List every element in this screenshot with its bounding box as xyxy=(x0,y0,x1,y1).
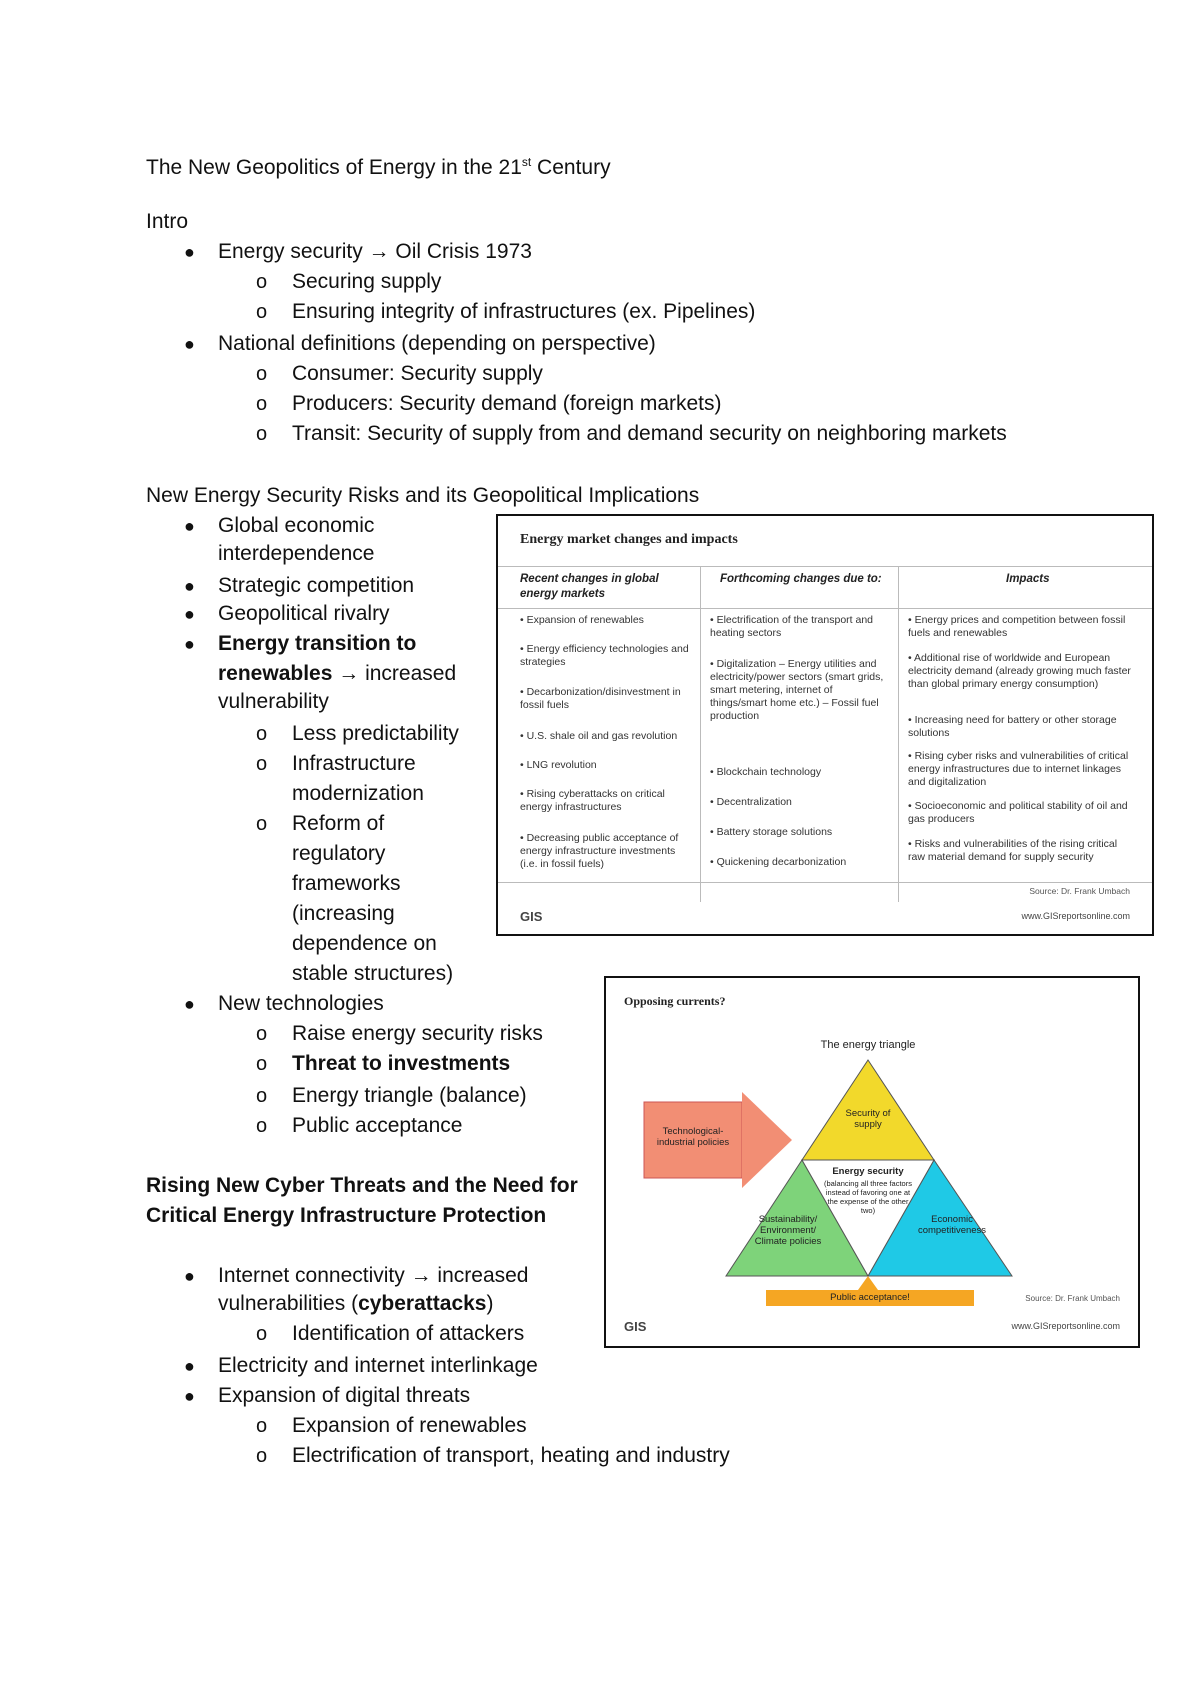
triangle-title: The energy triangle xyxy=(820,1039,916,1051)
figure-footer xyxy=(624,1318,1120,1338)
risks-heading: New Energy Security Risks and its Geopolitical Implications xyxy=(146,484,700,507)
risks-sub-3f: stable structures) xyxy=(292,962,454,985)
table-cell: • Quickening decarbonization xyxy=(710,856,847,868)
sustainability-label: Sustainability/ Environment/ Climate policies xyxy=(754,1214,822,1247)
gis-logo: GIS xyxy=(624,1319,647,1334)
risks-bullet-3: Geopolitical rivalry xyxy=(218,602,390,625)
text-fragment: ) xyxy=(486,1292,494,1315)
table-cell: • Risks and vulnerabilities of the rising critical raw material demand for supply security xyxy=(908,838,1118,863)
gis-logo: GIS xyxy=(520,909,543,924)
figure-title: Energy market changes and impacts xyxy=(520,532,738,547)
risks-sub-3a: Reform of xyxy=(292,812,385,835)
risks-bullet-1b: interdependence xyxy=(218,542,375,565)
bullet-icon: ● xyxy=(184,604,195,624)
header-rule xyxy=(498,566,1152,567)
bullet-icon: ● xyxy=(184,334,195,354)
risks-sub-5b: Threat to investments xyxy=(292,1052,511,1075)
table-cell: • U.S. shale oil and gas revolution xyxy=(520,730,678,742)
table-cell: • Energy efficiency technologies and strategies xyxy=(520,643,689,668)
bullet-icon: ● xyxy=(184,1386,195,1406)
risks-bullet-5: New technologies xyxy=(218,992,384,1015)
title-superscript: st xyxy=(521,155,532,169)
intro-sub-3: Consumer: Security supply xyxy=(292,362,543,385)
cyber-bullet-2: Electricity and internet interlinkage xyxy=(218,1354,538,1377)
bullet-icon: ● xyxy=(184,1356,195,1376)
bullet-icon: ● xyxy=(184,994,195,1014)
risks-sub-5a: Raise energy security risks xyxy=(292,1022,543,1045)
sub-bullet-icon: o xyxy=(256,723,268,745)
table-cell: • Expansion of renewables xyxy=(520,614,644,626)
intro-bullet-1: Energy security → Oil Crisis 1973 xyxy=(218,240,532,263)
risks-sub-3b: regulatory xyxy=(292,842,386,865)
column-divider xyxy=(898,566,899,902)
intro-bullet-2: National definitions (depending on perspective) xyxy=(218,332,656,355)
text-fragment: vulnerabilities ( xyxy=(218,1292,359,1315)
risks-sub-5d: Public acceptance xyxy=(292,1114,463,1137)
risks-sub-5c: Energy triangle (balance) xyxy=(292,1084,527,1107)
risks-sub-3c: frameworks xyxy=(292,872,401,895)
intro-heading: Intro xyxy=(146,210,189,233)
risks-sub-2b: modernization xyxy=(292,782,424,805)
public-acceptance-label: Public acceptance! xyxy=(830,1292,910,1303)
bold-fragment: renewables xyxy=(218,662,333,685)
figure-url: www.GISreportsonline.com xyxy=(1021,911,1130,921)
table-cell: • Rising cyberattacks on critical energy infrastructures xyxy=(520,788,665,813)
table-cell: • Decentralization xyxy=(710,796,792,808)
figure-source: Source: Dr. Frank Umbach xyxy=(1025,1294,1120,1303)
table-cell: • Energy prices and competition between fossil fuels and renewables xyxy=(908,614,1126,639)
table-cell: • Digitalization – Energy utilities and electricity/power sectors (smart grids, smart metering, internet of things/smart home etc.) – Fossil fuel production xyxy=(710,658,884,722)
table-cell: • Decreasing public acceptance of energy infrastructure investments (i.e. in fossil fuels) xyxy=(520,832,679,870)
risks-bullet-2: Strategic competition xyxy=(218,574,415,597)
intro-sub-2: Ensuring integrity of infrastructures (ex. Pipelines) xyxy=(292,300,756,323)
sub-bullet-icon: o xyxy=(256,423,268,445)
energy-security-note: (balancing all three factors instead of favoring one at the expense of the other two) xyxy=(824,1179,912,1215)
column-header: Forthcoming changes due to: xyxy=(720,573,882,585)
energy-triangle-figure xyxy=(604,976,1140,1348)
cyber-heading-1: Rising New Cyber Threats and the Need for xyxy=(146,1174,578,1197)
title-text: The New Geopolitics of Energy in the 21 xyxy=(146,156,522,179)
cyber-bullet-1b xyxy=(218,1290,493,1318)
title-tail: Century xyxy=(531,156,611,179)
figure-footer xyxy=(520,908,1130,928)
risks-bullet-4a: Energy transition to xyxy=(218,632,417,655)
figure-title: Opposing currents? xyxy=(624,994,726,1008)
risks-sub-3e: dependence on xyxy=(292,932,437,955)
intro-sub-5: Transit: Security of supply from and demand security on neighboring markets xyxy=(292,422,1007,445)
bullet-icon: ● xyxy=(184,1266,195,1286)
competitiveness-label: Economic competitiveness xyxy=(917,1214,987,1236)
bullet-icon: ● xyxy=(184,576,195,596)
figure-url: www.GISreportsonline.com xyxy=(1011,1321,1120,1331)
sub-bullet-icon: o xyxy=(256,1053,268,1075)
energy-market-figure xyxy=(496,514,1154,936)
table-cell: • Additional rise of worldwide and European electricity demand (already growing much faster than global primary energy consumption) xyxy=(908,652,1131,690)
sub-bullet-icon: o xyxy=(256,1445,268,1467)
sub-bullet-icon: o xyxy=(256,1023,268,1045)
sub-bullet-icon: o xyxy=(256,1415,268,1437)
cyber-sub-1: Identification of attackers xyxy=(292,1322,525,1345)
table-cell: • Decarbonization/disinvestment in fossil fuels xyxy=(520,686,681,711)
arrow-icon xyxy=(742,1092,792,1188)
table-cell: • LNG revolution xyxy=(520,759,597,771)
table-cell: • Increasing need for battery or other storage solutions xyxy=(908,714,1117,739)
table-cell: • Rising cyber risks and vulnerabilities of critical energy infrastructures due to internet linkages and digitalization xyxy=(908,750,1129,788)
table-cell: • Electrification of the transport and heating sectors xyxy=(710,614,874,639)
column-header: Impacts xyxy=(1006,573,1050,585)
intro-sub-4: Producers: Security demand (foreign markets) xyxy=(292,392,722,415)
risks-bullet-1a: Global economic xyxy=(218,514,375,537)
cyber-heading-2: Critical Energy Infrastructure Protection xyxy=(146,1204,547,1227)
risks-bullet-4b xyxy=(218,660,456,688)
header-rule xyxy=(498,608,1152,609)
table-cell: • Socioeconomic and political stability of oil and gas producers xyxy=(908,800,1128,825)
cyber-bullet-3: Expansion of digital threats xyxy=(218,1384,471,1407)
bullet-icon: ● xyxy=(184,634,195,654)
intro-sub-1: Securing supply xyxy=(292,270,442,293)
sub-bullet-icon: o xyxy=(256,1085,268,1107)
cyber-sub-3: Electrification of transport, heating and industry xyxy=(292,1444,730,1467)
footer-rule xyxy=(498,882,1152,883)
sub-bullet-icon: o xyxy=(256,393,268,415)
table-cell: • Blockchain technology xyxy=(710,766,822,778)
cyber-sub-2: Expansion of renewables xyxy=(292,1414,527,1437)
risks-sub-1: Less predictability xyxy=(292,722,459,745)
risks-sub-2a: Infrastructure xyxy=(292,752,416,775)
sub-bullet-icon: o xyxy=(256,363,268,385)
column-header: Recent changes in global energy markets xyxy=(520,573,659,600)
column-divider xyxy=(700,566,701,902)
sub-bullet-icon: o xyxy=(256,1115,268,1137)
risks-sub-3d: (increasing xyxy=(292,902,395,925)
sub-bullet-icon: o xyxy=(256,271,268,293)
bold-fragment: cyberattacks xyxy=(358,1292,487,1315)
cyber-bullet-1a: Internet connectivity → increased xyxy=(218,1264,529,1287)
text-fragment: → increased xyxy=(332,662,457,685)
sub-bullet-icon: o xyxy=(256,753,268,775)
up-arrow-icon xyxy=(858,1276,878,1290)
table-cell: • Battery storage solutions xyxy=(710,826,833,838)
sub-bullet-icon: o xyxy=(256,301,268,323)
bullet-icon: ● xyxy=(184,516,195,536)
figure-source: Source: Dr. Frank Umbach xyxy=(1029,886,1130,896)
security-of-supply-label: Security of supply xyxy=(845,1108,891,1130)
energy-security-label: Energy security xyxy=(832,1166,904,1177)
sub-bullet-icon: o xyxy=(256,1323,268,1345)
bullet-icon: ● xyxy=(184,242,195,262)
sub-bullet-icon: o xyxy=(256,813,268,835)
tech-policy-label: Technological-industrial policies xyxy=(656,1126,730,1148)
risks-bullet-4c: vulnerability xyxy=(218,690,329,713)
page-title xyxy=(146,148,611,182)
